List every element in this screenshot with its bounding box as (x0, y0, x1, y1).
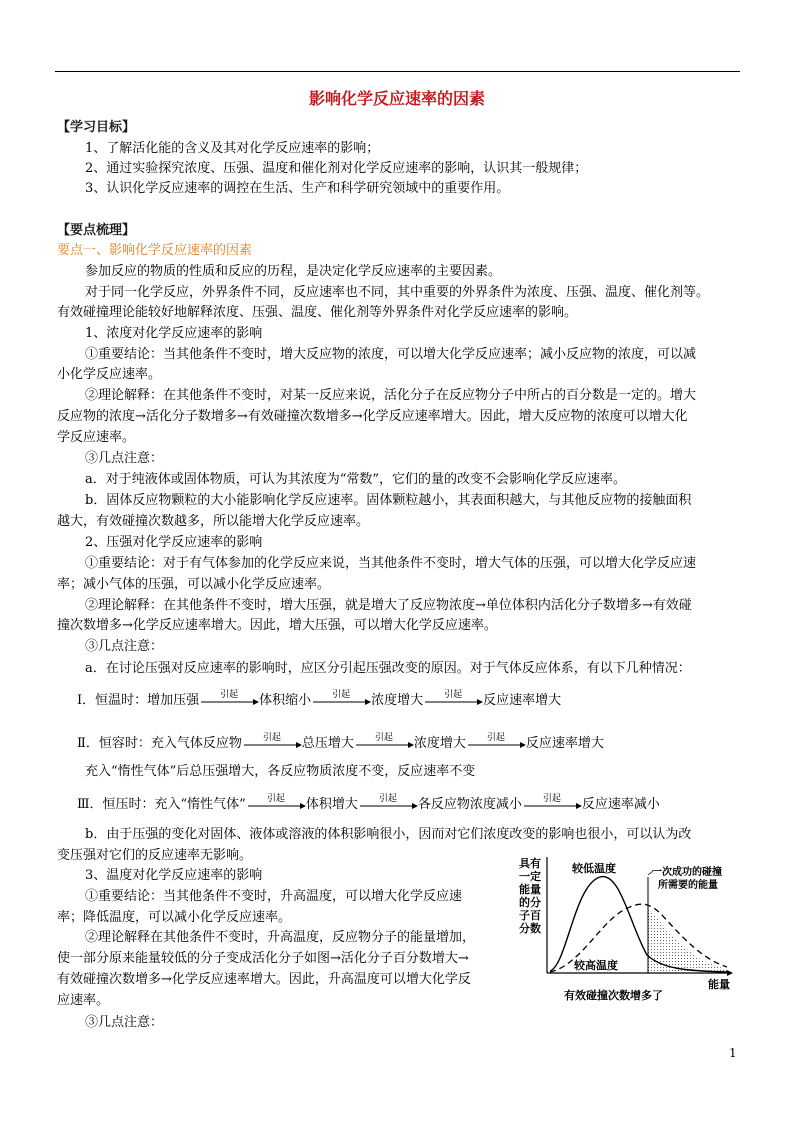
energy-distribution-figure (512, 855, 738, 1005)
paragraph: 小化学反应速率。 (57, 367, 162, 382)
x-axis-arrow-icon (727, 970, 733, 976)
case-text: 浓度增大 (413, 736, 466, 751)
paragraph: 充入“惰性气体”后总压强增大，各反应物质浓度不变，反应速率不变 (85, 764, 476, 779)
arrow-label: 引起 (374, 732, 393, 743)
page-title: 影响化学反应速率的因素 (308, 89, 485, 108)
case-text: Ⅲ．恒压时：充入“惰性气体” (77, 797, 246, 812)
paragraph: ③几点注意： (85, 451, 164, 466)
goal-item-1: 1、了解活化能的含义及其对化学反应速率的影响； (85, 141, 380, 156)
ylabel-line: 具有 (519, 857, 541, 870)
paragraph: ②理论解释在其他条件不变时，升高温度，反应物分子的能量增加， (85, 930, 476, 945)
case-text: 浓度增大 (371, 693, 424, 708)
arrow-label: 引起 (378, 793, 397, 804)
arrow-icon (466, 732, 526, 751)
arrow-icon (358, 793, 418, 812)
points-heading: 【要点梳理】 (57, 223, 136, 238)
case-2 (57, 734, 767, 753)
case-3 (57, 795, 767, 814)
arrow-icon (522, 793, 582, 812)
paragraph: b．由于压强的变化对固体、液体或溶液的体积影响很小，因而对它们浓度改变的影响也很小，可以认为改 (85, 827, 692, 842)
arrow-icon (242, 732, 302, 751)
arrow-icon (354, 732, 414, 751)
paragraph: 撞次数增多→化学反应速率增大。因此，增大压强，可以增大化学反应速率。 (57, 618, 497, 633)
arrow-icon (311, 689, 371, 708)
case-text: 体积增大 (305, 797, 358, 812)
xlabel: 能量 (708, 978, 730, 991)
threshold-label: 所需要的能量 (658, 880, 718, 891)
header-rule (55, 71, 740, 72)
paragraph: 应速率。 (57, 993, 110, 1008)
subsection-title: 1、浓度对化学反应速率的影响 (85, 326, 263, 341)
arrow-label: 引起 (262, 732, 281, 743)
paragraph: 对于同一化学反应，外界条件不同，反应速率也不同，其中重要的外界条件为浓度、压强、温度、催化剂等。 (85, 285, 710, 300)
case-text: 体积缩小 (259, 693, 312, 708)
figure-caption: 有效碰撞次数增多了 (564, 989, 663, 1002)
ylabel-line: 能量 (519, 883, 541, 896)
case-text: 反应速率增大 (525, 736, 604, 751)
subsection-title: 3、温度对化学反应速率的影响 (85, 868, 263, 883)
arrow-label: 引起 (266, 793, 285, 804)
arrow-label: 引起 (332, 689, 351, 700)
ylabel-line: 的分 (519, 896, 541, 909)
paragraph: ①重要结论：当其他条件不变时，增大反应物的浓度，可以增大化学反应速率；减小反应物的浓度，可以减 (85, 347, 697, 362)
case-text: 各反应物浓度减小 (417, 797, 522, 812)
ylabel-line: 子百 (519, 909, 541, 922)
paragraph: 使一部分原来能量较低的分子变成活化分子如图→活化分子百分数增大→ (57, 951, 469, 966)
paragraph: 有效碰撞理论能较好地解释浓度、压强、温度、催化剂等外界条件对化学反应速率的影响。 (57, 305, 578, 320)
case-text: 总压增大 (301, 736, 354, 751)
arrow-icon (199, 689, 259, 708)
paragraph: 变压强对它们的反应速率无影响。 (57, 848, 253, 863)
paragraph: 有效碰撞次数增多→化学反应速率增大。因此，升高温度可以增大化学反 (57, 972, 471, 987)
paragraph: ③几点注意： (85, 639, 164, 654)
energy-distribution-graph (512, 855, 738, 1005)
goal-item-3: 3、认识化学反应速率的调控在生活、生产和科学研究领域中的重要作用。 (85, 181, 510, 196)
section-heading: 要点一、影响化学反应速率的因素 (57, 243, 253, 258)
case-text: 反应速率减小 (581, 797, 660, 812)
high-temp-label: 较高温度 (574, 959, 618, 972)
arrow-label: 引起 (220, 689, 239, 700)
low-temp-label: 较低温度 (572, 862, 616, 875)
paragraph: a．在讨论压强对反应速率的影响时，应区分引起压强改变的原因。对于气体反应体系，有以下几种情况： (85, 661, 691, 676)
goal-item-2: 2、通过实验探究浓度、压强、温度和催化剂对化学反应速率的影响，认识其一般规律； (85, 161, 588, 176)
paragraph: 反应物的浓度→活化分子数增多→有效碰撞次数增多→化学反应速率增大。因此，增大反应物的浓度可以增大化 (57, 409, 688, 424)
paragraph: 参加反应的物质的性质和反应的历程，是决定化学反应速率的主要因素。 (85, 264, 502, 279)
paragraph: a．对于纯液体或固体物质，可认为其浓度为“常数”，它们的量的改变不会影响化学反应速率。 (85, 472, 627, 487)
paragraph: ①重要结论：当其他条件不变时，升高温度，可以增大化学反应速 (85, 889, 463, 904)
paragraph: ②理论解释：在其他条件不变时，对某一反应来说，活化分子在反应物分子中所占的百分数是一定的。增大 (85, 388, 697, 403)
case-text: Ⅰ．恒温时：增加压强 (77, 693, 200, 708)
goals-heading: 【学习目标】 (57, 120, 136, 135)
paragraph: ①重要结论：对于有气体参加的化学反应来说，当其他条件不变时，增大气体的压强，可以增大化学反应速 (85, 556, 697, 571)
paragraph: 越大，有效碰撞次数越多，所以能增大化学反应速率。 (57, 514, 370, 529)
paragraph: 学反应速率。 (57, 430, 136, 445)
paragraph: ③几点注意： (85, 1015, 164, 1030)
arrow-label: 引起 (542, 793, 561, 804)
paragraph: 率；降低温度，可以减小化学反应速率。 (57, 910, 292, 925)
paragraph: ②理论解释：在其他条件不变时，增大压强，就是增大了反应物浓度→单位体积内活化分子数增多→有效碰 (85, 598, 692, 613)
page-number: 1 (729, 1046, 737, 1060)
case-1 (57, 691, 767, 710)
subsection-title: 2、压强对化学反应速率的影响 (85, 535, 263, 550)
arrow-icon (423, 689, 483, 708)
ylabel-line: 分数 (519, 922, 541, 935)
ylabel-line: 一定 (519, 870, 541, 883)
arrow-label: 引起 (444, 689, 463, 700)
case-text: Ⅱ．恒容时：充入气体反应物 (77, 736, 242, 751)
threshold-label: 一次成功的碰撞 (652, 867, 722, 878)
case-text: 反应速率增大 (483, 693, 562, 708)
arrow-label: 引起 (486, 732, 505, 743)
paragraph: b．固体反应物颗粒的大小能影响化学反应速率。固体颗粒越小，其表面积越大，与其他反应物的接触面积 (85, 493, 692, 508)
paragraph: 率；减小气体的压强，可以减小化学反应速率。 (57, 577, 331, 592)
arrow-icon (246, 793, 306, 812)
